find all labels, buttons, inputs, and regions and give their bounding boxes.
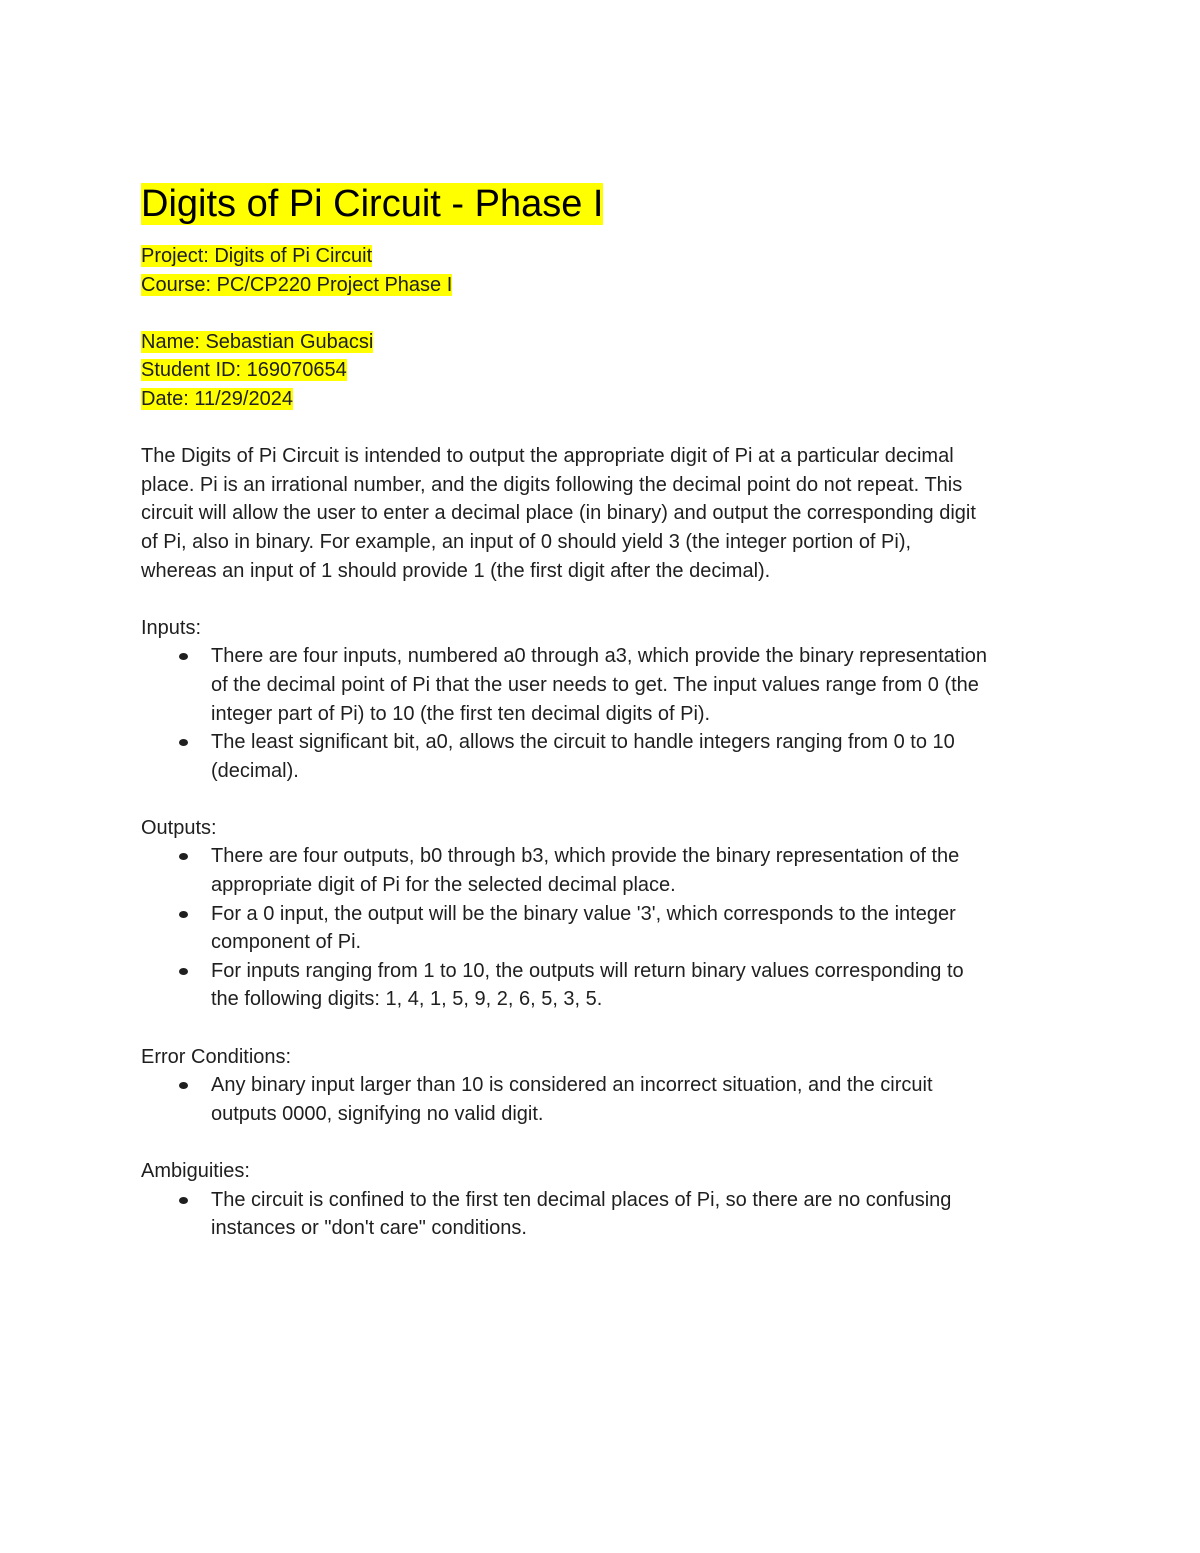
spacer [141, 1128, 1061, 1157]
outputs-heading: Outputs: [141, 816, 217, 839]
intro-paragraph [141, 442, 1061, 585]
ambiguities-list [141, 1186, 1061, 1243]
project-line: Project: Digits of Pi Circuit [141, 245, 373, 267]
student-id-line: Student ID: 169070654 [141, 359, 347, 382]
inputs-heading: Inputs: [141, 616, 202, 639]
bullet-icon [179, 911, 188, 918]
outputs-list [141, 842, 1061, 1014]
intro-line: of Pi, also in binary. For example, an input of 0 should yield 3 (the integer portion of Pi), [141, 530, 912, 553]
bullet-icon [179, 1197, 188, 1204]
list-item: Any binary input larger than 10 is considered an incorrect situation, and the circuit outputs 0000, signifying no valid digit. [211, 1071, 1061, 1128]
ambiguities-heading: Ambiguities: [141, 1160, 250, 1182]
spacer [141, 414, 1061, 443]
course-line: Course: PC/CP220 Project Phase I [141, 273, 453, 296]
bullet-icon [179, 653, 188, 660]
error-conditions-list [141, 1071, 1061, 1128]
list-item: The least significant bit, a0, allows the circuit to handle integers ranging from 0 to 10 (decimal). [211, 728, 1061, 785]
list-item: There are four inputs, numbered a0 through a3, which provide the binary representation of the decimal point of Pi that the user needs to get. The input values range from 0 (the integer part of Pi) to 10 (the first ten decimal digits of Pi). [211, 642, 1061, 728]
list-item: For a 0 input, the output will be the binary value '3', which corresponds to the integer component of Pi. [211, 900, 1061, 957]
date-line: Date: 11/29/2024 [141, 387, 293, 410]
bullet-icon [179, 1082, 188, 1089]
intro-line: place. Pi is an irrational number, and the digits following the decimal point do not repeat. This [141, 473, 963, 496]
list-item: The circuit is confined to the first ten decimal places of Pi, so there are no confusing instances or "don't care" conditions. [211, 1186, 1061, 1243]
document-page [141, 178, 1061, 1243]
spacer [141, 1014, 1061, 1043]
error-conditions-heading: Error Conditions: [141, 1045, 292, 1068]
list-item: For inputs ranging from 1 to 10, the outputs will return binary values corresponding to the following digits: 1, 4, 1, 5, 9, 2, 6, 5, 3, 5. [211, 957, 1061, 1014]
document-title: Digits of Pi Circuit - Phase I [141, 183, 604, 225]
bullet-icon [179, 739, 188, 746]
intro-line: circuit will allow the user to enter a decimal place (in binary) and output the corresponding digit [141, 502, 976, 525]
spacer [141, 785, 1061, 814]
intro-line: whereas an input of 1 should provide 1 (the first digit after the decimal). [141, 559, 771, 582]
bullet-icon [179, 968, 188, 975]
spacer [141, 299, 1061, 328]
intro-line: The Digits of Pi Circuit is intended to output the appropriate digit of Pi at a particular decimal [141, 445, 954, 468]
name-line: Name: Sebastian Gubacsi [141, 330, 374, 353]
spacer [141, 585, 1061, 614]
list-item: There are four outputs, b0 through b3, which provide the binary representation of the appropriate digit of Pi for the selected decimal place. [211, 842, 1061, 899]
inputs-list [141, 642, 1061, 785]
bullet-icon [179, 853, 188, 860]
